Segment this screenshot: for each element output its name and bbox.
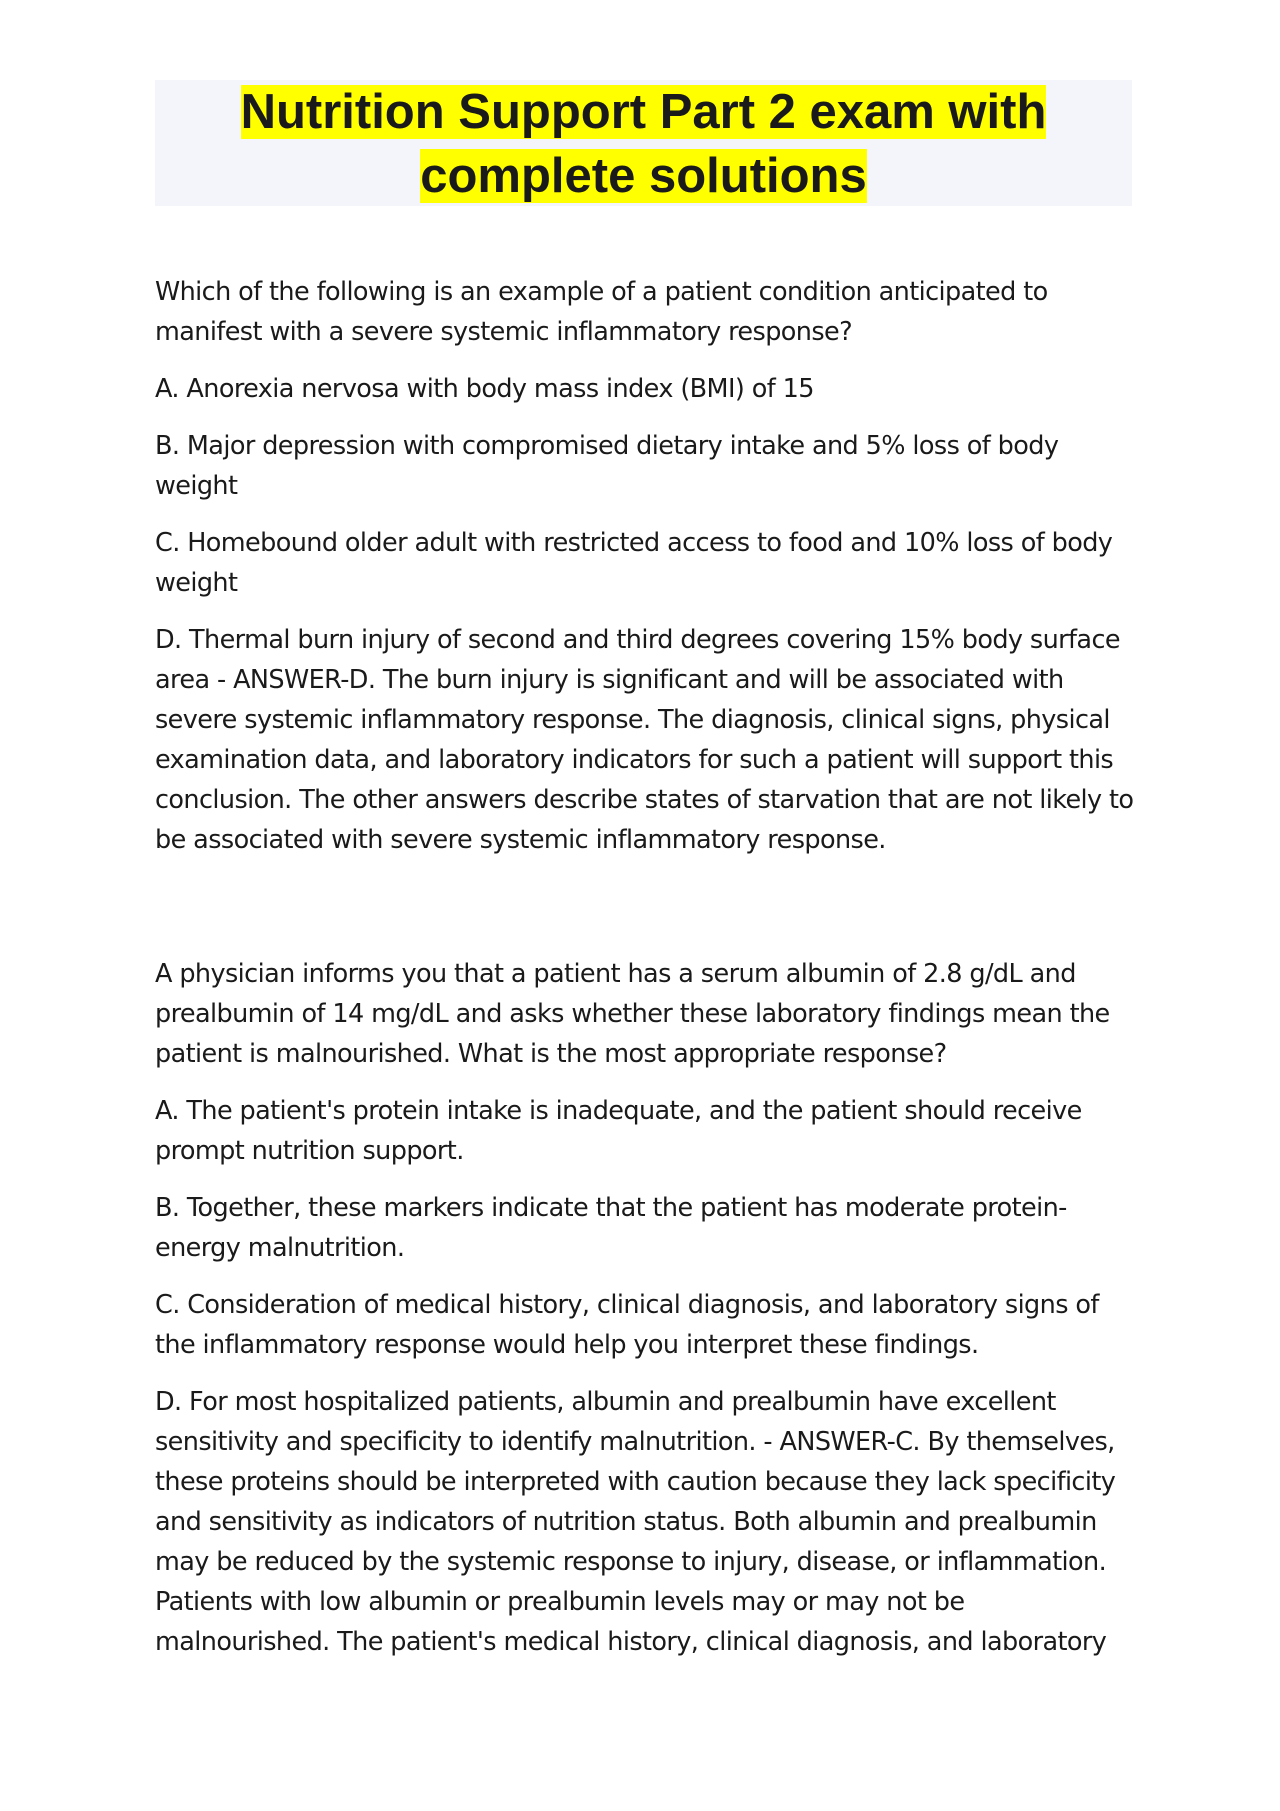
answer-option-d-with-explanation: D. Thermal burn injury of second and third degrees covering 15% body surface area - ANSWER-D. The burn injury is significant and will be associated with severe systemic inflammatory response. The diagnosis, clinical signs, physical examination data, and laboratory indicators for such a patient will support this conclusion. The other answers describe states of starvation that are not likely to be associated with severe systemic inflammatory response. — [155, 625, 1134, 855]
answer-option-d-with-explanation: D. For most hospitalized patients, albumin and prealbumin have excellent sensitivity and specificity to identify malnutrition. - ANSWER-C. By themselves, these proteins should be interpreted with caution because they lack specificity and sensitivity as indicators of nutrition status. Both albumin and prealbumin may be reduced by the systemic response to injury, disease, or inflammation. Patients with low albumin or prealbumin levels may or may not be malnourished. The patient's medical history, clinical diagnosis, and laboratory — [155, 1387, 1116, 1657]
answer-option-a: A. Anorexia nervosa with body mass index (BMI) of 15 — [155, 374, 814, 404]
question-text: A physician informs you that a patient has a serum albumin of 2.8 g/dL and prealbumin of 14 mg/dL and asks whether these laboratory findings mean the patient is malnourished. What is the most appropriate response? — [155, 959, 1110, 1069]
answer-option-a: A. The patient's protein intake is inadequate, and the patient should receive prompt nutrition support. — [155, 1096, 1082, 1166]
title-line-2: complete solutions — [420, 149, 867, 203]
answer-option-b: B. Together, these markers indicate that the patient has moderate protein-energy malnutrition. — [155, 1193, 1067, 1263]
answer-option-c: C. Homebound older adult with restricted access to food and 10% loss of body weight — [155, 528, 1113, 598]
title-line-1: Nutrition Support Part 2 exam with — [240, 85, 1047, 139]
question-block-2 — [155, 954, 1135, 1662]
question-separator — [155, 877, 1135, 954]
answer-option-b: B. Major depression with compromised dietary intake and 5% loss of body weight — [155, 431, 1059, 501]
question-text: Which of the following is an example of a patient condition anticipated to manifest with a severe systemic inflammatory response? — [155, 277, 1048, 347]
answer-option-c: C. Consideration of medical history, clinical diagnosis, and laboratory signs of the inflammatory response would help you interpret these findings. — [155, 1290, 1099, 1360]
document-body — [155, 272, 1135, 1679]
document-title — [155, 80, 1132, 206]
question-block-1 — [155, 272, 1135, 860]
